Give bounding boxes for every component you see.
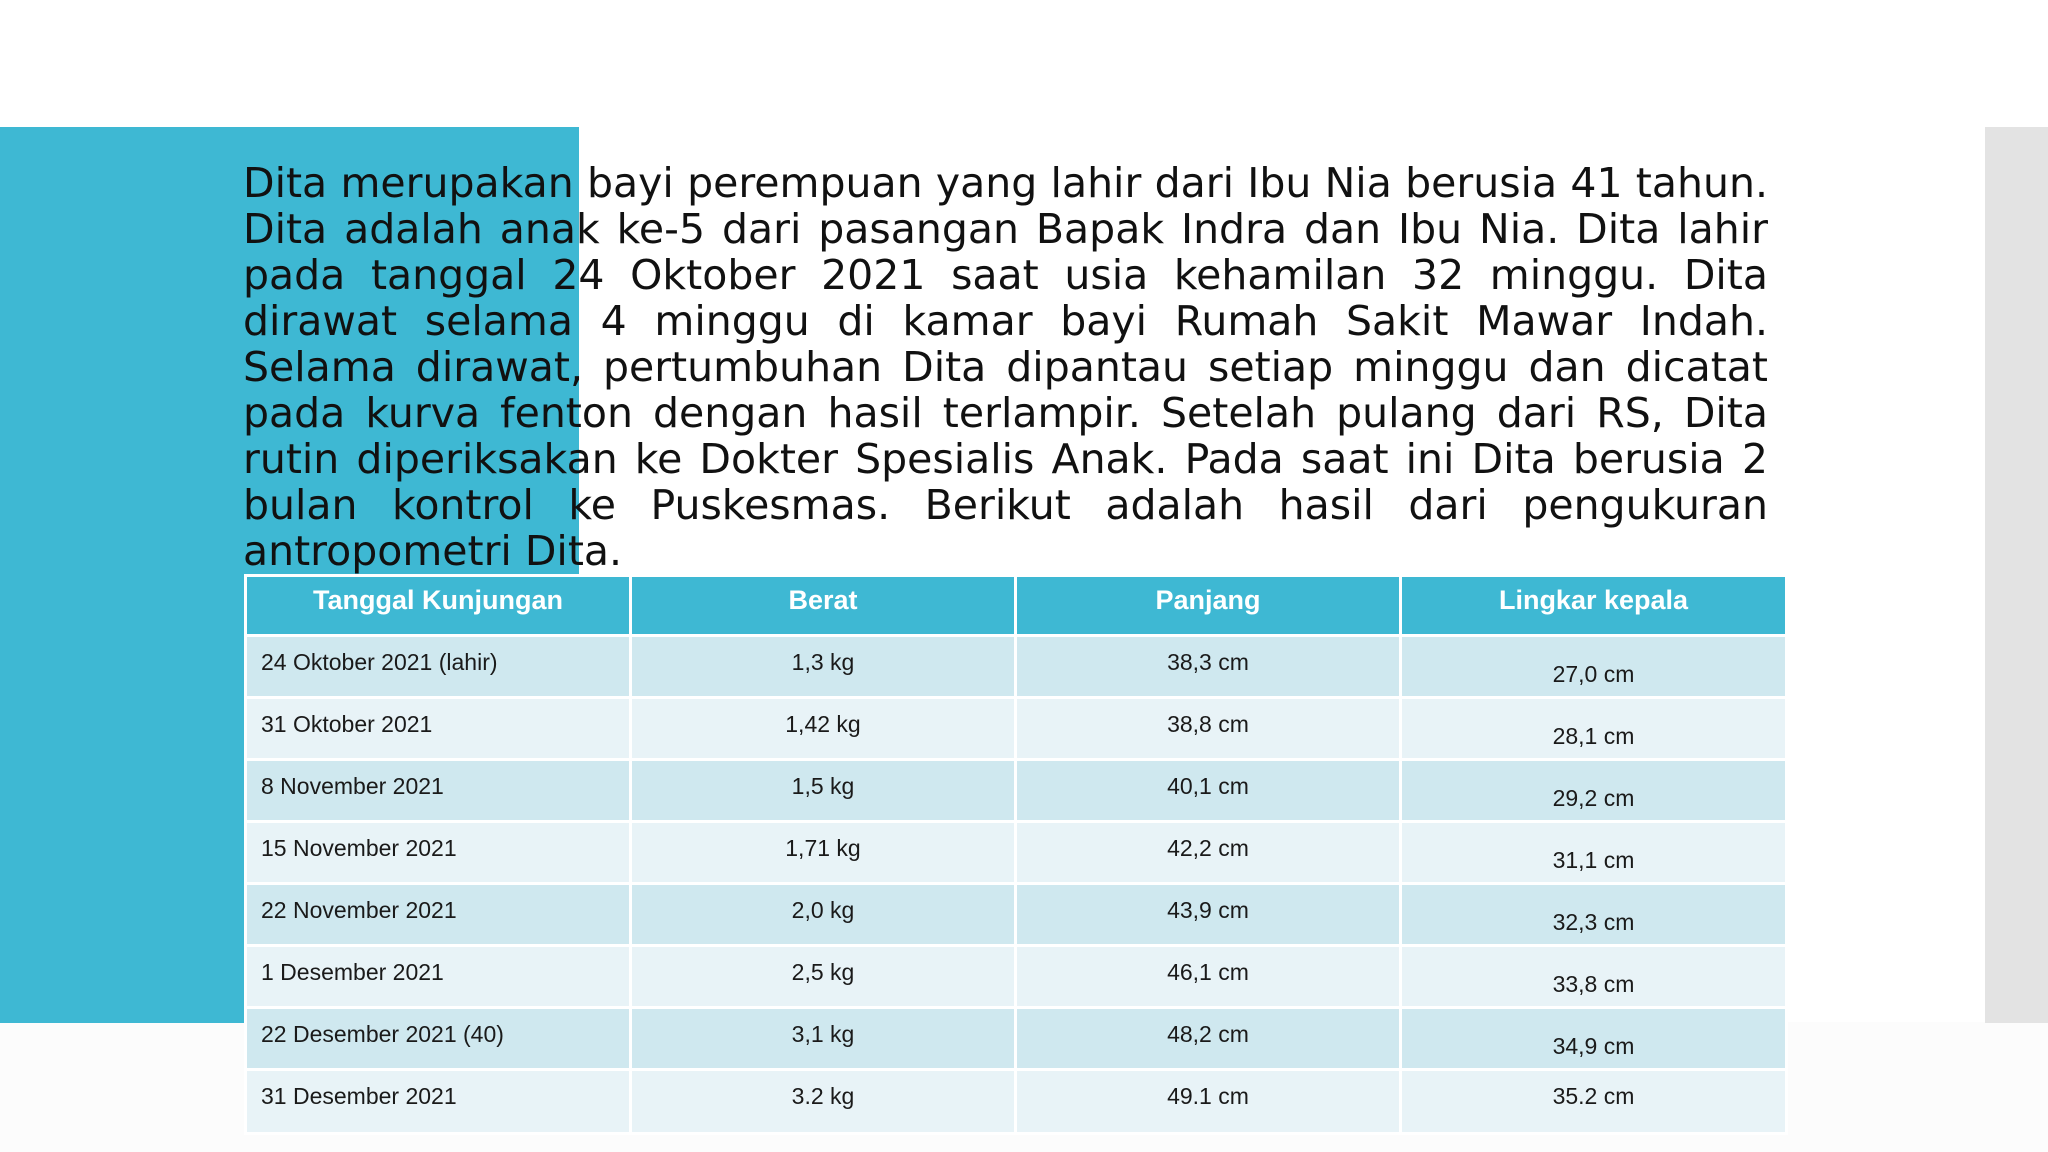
table-row — [246, 946, 1787, 1008]
table-row — [246, 1070, 1787, 1134]
cell-head-circumference: 28,1 cm — [1401, 698, 1787, 760]
cell-weight: 1,71 kg — [631, 822, 1016, 884]
cell-date: 22 November 2021 — [246, 884, 631, 946]
cell-date: 8 November 2021 — [246, 760, 631, 822]
cell-length: 46,1 cm — [1016, 946, 1401, 1008]
table-row — [246, 698, 1787, 760]
table-row — [246, 636, 1787, 698]
cell-length: 48,2 cm — [1016, 1008, 1401, 1070]
side-gray-bar — [1985, 127, 2048, 1023]
cell-weight: 1,42 kg — [631, 698, 1016, 760]
cell-head-circumference: 27,0 cm — [1401, 636, 1787, 698]
cell-head-circumference: 32,3 cm — [1401, 884, 1787, 946]
table-row — [246, 822, 1787, 884]
cell-date: 31 Desember 2021 — [246, 1070, 631, 1134]
cell-head-circumference: 33,8 cm — [1401, 946, 1787, 1008]
table-row — [246, 760, 1787, 822]
header-lingkar-kepala: Lingkar kepala — [1401, 576, 1787, 636]
table-header-row — [246, 576, 1787, 636]
cell-date: 31 Oktober 2021 — [246, 698, 631, 760]
header-tanggal-kunjungan: Tanggal Kunjungan — [246, 576, 631, 636]
cell-weight: 2,5 kg — [631, 946, 1016, 1008]
cell-head-circumference: 31,1 cm — [1401, 822, 1787, 884]
cell-date: 22 Desember 2021 (40) — [246, 1008, 631, 1070]
cell-length: 49.1 cm — [1016, 1070, 1401, 1134]
cell-length: 42,2 cm — [1016, 822, 1401, 884]
cell-head-circumference: 29,2 cm — [1401, 760, 1787, 822]
cell-head-circumference: 35.2 cm — [1401, 1070, 1787, 1134]
cell-date: 15 November 2021 — [246, 822, 631, 884]
cell-length: 38,8 cm — [1016, 698, 1401, 760]
cell-head-circumference: 34,9 cm — [1401, 1008, 1787, 1070]
cell-date: 24 Oktober 2021 (lahir) — [246, 636, 631, 698]
table-row — [246, 1008, 1787, 1070]
cell-length: 38,3 cm — [1016, 636, 1401, 698]
cell-weight: 2,0 kg — [631, 884, 1016, 946]
header-panjang: Panjang — [1016, 576, 1401, 636]
cell-date: 1 Desember 2021 — [246, 946, 631, 1008]
header-berat: Berat — [631, 576, 1016, 636]
cell-weight: 1,5 kg — [631, 760, 1016, 822]
table-row — [246, 884, 1787, 946]
anthropometry-table — [244, 574, 1788, 1135]
cell-weight: 3,1 kg — [631, 1008, 1016, 1070]
case-description: Dita merupakan bayi perempuan yang lahir dari Ibu Nia berusia 41 tahun. Dita adalah anak ke-5 dari pasangan Bapak Indra dan Ibu Nia. Dita lahir pada tanggal 24 Oktober 2021 saat usia kehamilan 32 minggu. Dita dirawat selama 4 minggu di kamar bayi Rumah Sakit Mawar Indah. Selama dirawat, pertumbuhan Dita dipantau setiap minggu dan dicatat pada kurva fenton dengan hasil terlampir. Setelah pulang dari RS, Dita rutin diperiksakan ke Dokter Spesialis Anak. Pada saat ini Dita berusia 2 bulan kontrol ke Puskesmas. Berikut adalah hasil dari pengukuran antropometri Dita. — [243, 159, 1768, 575]
cell-length: 40,1 cm — [1016, 760, 1401, 822]
cell-weight: 1,3 kg — [631, 636, 1016, 698]
cell-weight: 3.2 kg — [631, 1070, 1016, 1134]
cell-length: 43,9 cm — [1016, 884, 1401, 946]
